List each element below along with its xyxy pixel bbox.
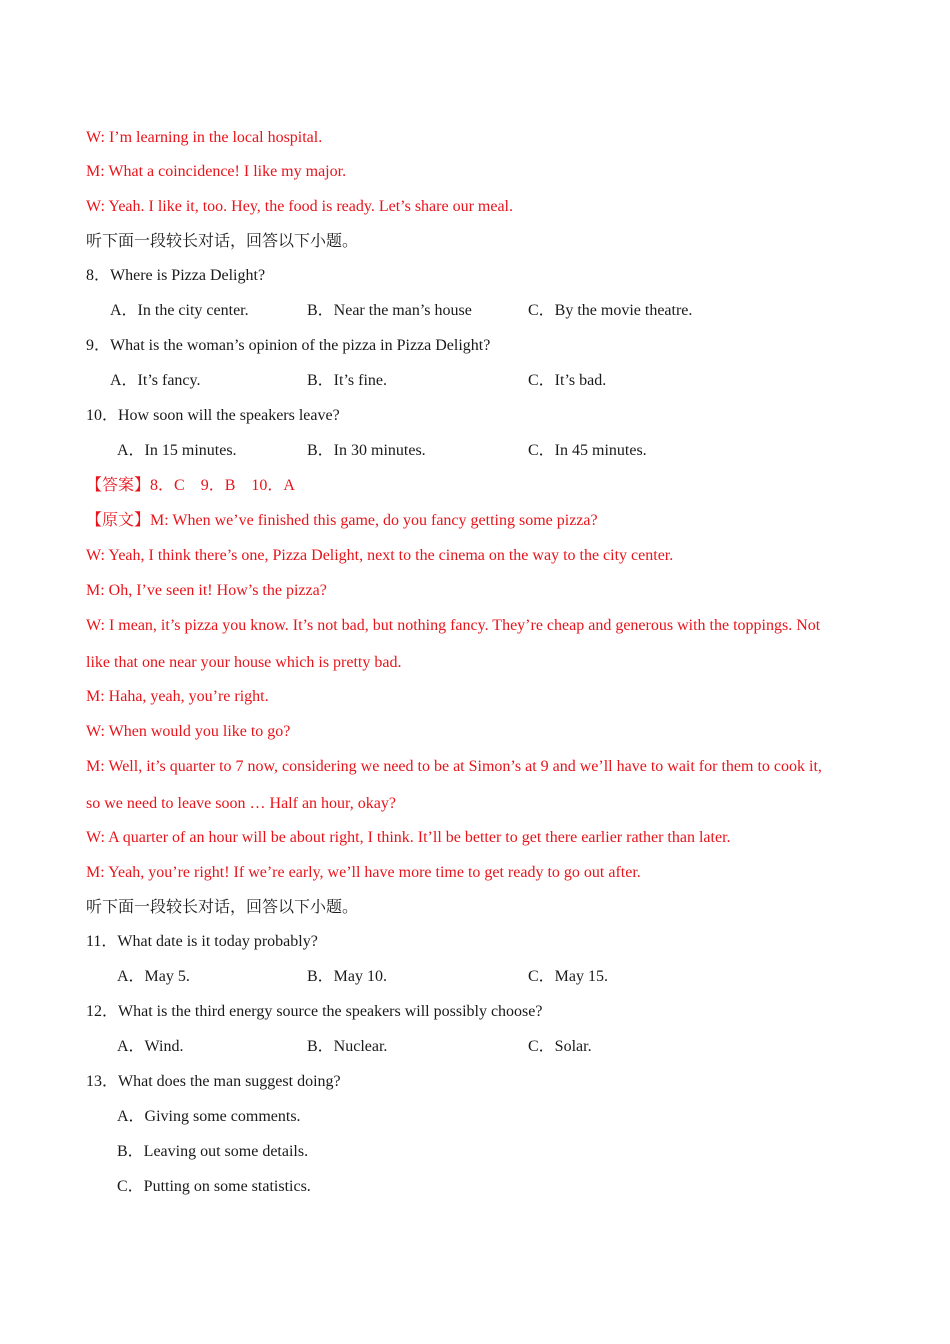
q11-option-b: B．May 10. (307, 968, 388, 985)
transcript-line: M: Yeah, you’re right! If we’re early, we’ll have more time to get ready to go out after. (86, 864, 641, 881)
dialog-line: M: What a coincidence! I like my major. (86, 163, 347, 180)
dialog-line: W: Yeah. I like it, too. Hey, the food is ready. Let’s share our meal. (86, 198, 513, 215)
q9-option-b: B．It’s fine. (307, 372, 387, 389)
transcript-line: W: A quarter of an hour will be about right, I think. It’ll be better to get there earlier rather than later. (86, 829, 731, 846)
q9-option-a: A．It’s fancy. (110, 372, 201, 389)
transcript-line: 【原文】M: When we’ve finished this game, do you fancy getting some pizza? (86, 512, 598, 529)
transcript-line: W: Yeah, I think there’s one, Pizza Delight, next to the cinema on the way to the city center. (86, 547, 674, 564)
q11-option-a: A．May 5. (117, 968, 190, 985)
transcript-line: so we need to leave soon … Half an hour, okay? (86, 795, 396, 812)
q13-option-a: A．Giving some comments. (117, 1108, 301, 1125)
transcript-line: W: When would you like to go? (86, 723, 291, 740)
question-13-stem: 13．What does the man suggest doing? (86, 1073, 341, 1090)
transcript-line: M: Haha, yeah, you’re right. (86, 688, 269, 705)
question-9-stem: 9．What is the woman’s opinion of the pizza in Pizza Delight? (86, 337, 491, 354)
transcript-line: like that one near your house which is pretty bad. (86, 654, 402, 671)
transcript-line: M: Oh, I’ve seen it! How’s the pizza? (86, 582, 327, 599)
answer-text: 8．C 9．B 10．A (150, 477, 295, 494)
q13-option-b: B．Leaving out some details. (117, 1143, 309, 1160)
q12-option-b: B．Nuclear. (307, 1038, 388, 1055)
q12-option-a: A．Wind. (117, 1038, 184, 1055)
dialog-line: W: I’m learning in the local hospital. (86, 129, 323, 146)
section-instruction: 听下面一段较长对话，回答以下小题。 (86, 233, 359, 250)
question-8-stem: 8．Where is Pizza Delight? (86, 267, 266, 284)
section-instruction: 听下面一段较长对话，回答以下小题。 (86, 899, 359, 916)
q12-option-c: C．Solar. (528, 1038, 592, 1055)
transcript-line: W: I mean, it’s pizza you know. It’s not bad, but nothing fancy. They’re cheap and generous with the toppings. Not (86, 617, 821, 634)
answer-key (86, 476, 295, 496)
q9-option-c: C．It’s bad. (528, 372, 607, 389)
question-12-stem: 12．What is the third energy source the speakers will possibly choose? (86, 1003, 543, 1020)
question-10-stem: 10．How soon will the speakers leave? (86, 407, 340, 424)
q10-option-a: A．In 15 minutes. (117, 442, 237, 459)
question-11-stem: 11．What date is it today probably? (86, 933, 318, 950)
q8-option-a: A．In the city center. (110, 302, 249, 319)
answer-tag: 【答案】 (86, 477, 151, 494)
q10-option-c: C．In 45 minutes. (528, 442, 647, 459)
q11-option-c: C．May 15. (528, 968, 609, 985)
q8-option-b: B．Near the man’s house (307, 302, 472, 319)
q8-option-c: C．By the movie theatre. (528, 302, 693, 319)
q10-option-b: B．In 30 minutes. (307, 442, 426, 459)
q13-option-c: C．Putting on some statistics. (117, 1178, 311, 1195)
transcript-tag: 【原文】 (86, 512, 151, 529)
transcript-line: M: Well, it’s quarter to 7 now, considering we need to be at Simon’s at 9 and we’ll have to wait for them to cook it, (86, 758, 822, 775)
